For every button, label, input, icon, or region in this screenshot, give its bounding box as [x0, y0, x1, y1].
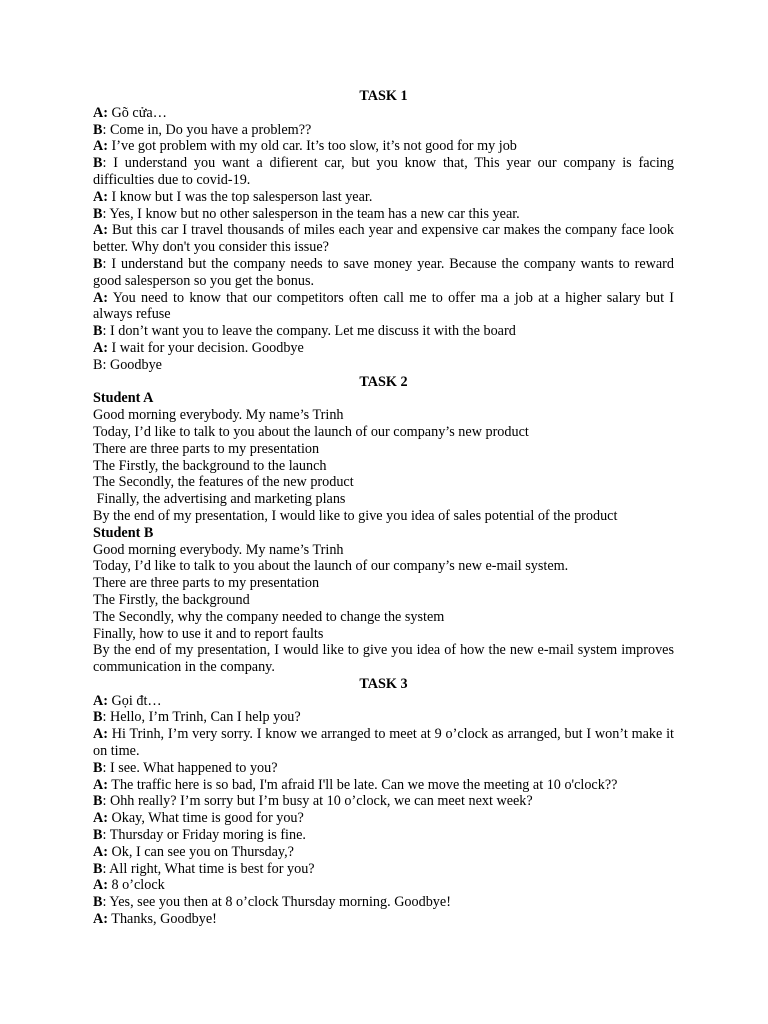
speaker-label: B	[93, 121, 103, 138]
speaker-label: A:	[93, 726, 108, 743]
student-b-label: Student B	[93, 524, 154, 541]
presentation-line: Today, I’d like to talk to you about the launch of our company’s new product	[93, 423, 529, 440]
dialogue-text: : Yes, I know but no other salesperson in the team has a new car this year.	[102, 205, 520, 222]
speaker-label: A:	[93, 810, 108, 827]
dialogue-text: : Yes, see you then at 8 o’clock Thursday morning. Goodbye!	[102, 894, 451, 911]
speaker-label: B	[93, 827, 103, 844]
dialogue-line	[93, 256, 674, 290]
speaker-label: A:	[93, 843, 108, 860]
dialogue-line	[93, 827, 674, 844]
task2-heading: TASK 2	[359, 373, 408, 390]
dialogue-text: Hi Trinh, I’m very sorry. I know we arranged to meet at 9 o’clock as arranged, but I won’t make it on time.	[93, 726, 674, 760]
speaker-label: A:	[93, 188, 108, 205]
dialogue-text: : I understand but the company needs to save money year. Because the company wants to reward good salesperson so you get the bonus.	[93, 255, 674, 289]
dialogue-line	[93, 155, 674, 189]
dialogue-line	[93, 323, 674, 340]
speaker-label: A:	[93, 104, 108, 121]
speaker-label: B	[93, 356, 103, 373]
task3-heading: TASK 3	[359, 675, 408, 692]
dialogue-line	[93, 357, 674, 374]
dialogue-line	[93, 793, 674, 810]
presentation-line: There are three parts to my presentation	[93, 440, 320, 457]
dialogue-text: Gọi đt…	[107, 692, 162, 709]
dialogue-line	[93, 760, 674, 777]
dialogue-text: : Hello, I’m Trinh, Can I help you?	[102, 709, 301, 726]
task1-dialogue	[93, 105, 674, 374]
dialogue-text: The traffic here is so bad, I'm afraid I'll be late. Can we move the meeting at 10 o'clock??	[107, 776, 618, 793]
dialogue-text: : Thursday or Friday moring is fine.	[102, 827, 306, 844]
dialogue-text: Gõ cửa…	[107, 104, 167, 121]
speaker-label: B	[93, 323, 103, 340]
dialogue-text: Ok, I can see you on Thursday,?	[107, 843, 294, 860]
presentation-line: Good morning everybody. My name’s Trinh	[93, 541, 344, 558]
student-a-label: Student A	[93, 390, 154, 407]
student-b-presentation	[93, 542, 674, 676]
dialogue-text: You need to know that our competitors often call me to offer ma a job at a higher salary but I always refuse	[93, 289, 674, 323]
dialogue-line	[93, 861, 674, 878]
speaker-label: B	[93, 205, 103, 222]
speaker-label: A:	[93, 911, 108, 928]
speaker-label: A:	[93, 222, 108, 239]
task3-dialogue	[93, 693, 674, 928]
dialogue-text: Okay, What time is good for you?	[107, 810, 304, 827]
presentation-line: Finally, how to use it and to report faults	[93, 625, 324, 642]
speaker-label: A:	[93, 339, 108, 356]
speaker-label: B	[93, 860, 103, 877]
speaker-label: B	[93, 793, 103, 810]
presentation-line: The Secondly, the features of the new product	[93, 474, 354, 491]
speaker-label: B	[93, 255, 103, 272]
dialogue-text: : I see. What happened to you?	[102, 759, 278, 776]
dialogue-text: : Ohh really? I’m sorry but I’m busy at 10 o’clock, we can meet next week?	[102, 793, 533, 810]
presentation-line: The Firstly, the background to the launch	[93, 457, 327, 474]
dialogue-line	[93, 340, 674, 357]
dialogue-line	[93, 777, 674, 794]
presentation-line: The Secondly, why the company needed to change the system	[93, 608, 445, 625]
dialogue-text: I know but I was the top salesperson last year.	[107, 188, 373, 205]
speaker-label: A:	[93, 877, 108, 894]
dialogue-line	[93, 877, 674, 894]
dialogue-text: I wait for your decision. Goodbye	[107, 339, 304, 356]
dialogue-line	[93, 105, 674, 122]
presentation-line: The Firstly, the background	[93, 591, 250, 608]
speaker-label: A:	[93, 776, 108, 793]
dialogue-text: : I understand you want a difierent car, but you know that, This year our company is facing difficulties due to covid-19.	[93, 155, 674, 188]
presentation-line: Good morning everybody. My name’s Trinh	[93, 407, 344, 424]
speaker-label: A:	[93, 692, 108, 709]
dialogue-line	[93, 138, 674, 155]
dialogue-line	[93, 894, 674, 911]
speaker-label: A:	[93, 138, 108, 155]
dialogue-line	[93, 810, 674, 827]
dialogue-text: : Goodbye	[102, 356, 162, 373]
task1-heading: TASK 1	[359, 88, 408, 104]
dialogue-line	[93, 122, 674, 139]
speaker-label: A:	[93, 289, 108, 306]
dialogue-line	[93, 222, 674, 256]
dialogue-line	[93, 911, 674, 928]
dialogue-line	[93, 290, 674, 324]
dialogue-text: Thanks, Goodbye!	[107, 911, 217, 928]
student-a-presentation	[93, 407, 674, 525]
presentation-line: Finally, the advertising and marketing plans	[93, 491, 346, 508]
dialogue-text: 8 o’clock	[107, 877, 165, 894]
dialogue-line	[93, 726, 674, 760]
dialogue-line	[93, 693, 674, 710]
dialogue-line	[93, 189, 674, 206]
dialogue-text: : All right, What time is best for you?	[102, 860, 315, 877]
dialogue-line	[93, 709, 674, 726]
dialogue-line	[93, 844, 674, 861]
dialogue-text: : I don’t want you to leave the company. Let me discuss it with the board	[102, 323, 516, 340]
presentation-line: Today, I’d like to talk to you about the launch of our company’s new e-mail system.	[93, 558, 569, 575]
document-body	[93, 88, 674, 928]
speaker-label: B	[93, 759, 103, 776]
speaker-label: B	[93, 155, 103, 172]
presentation-line: By the end of my presentation, I would like to give you idea of how the new e-mail system improves communication in the company.	[93, 642, 674, 676]
dialogue-text: I’ve got problem with my old car. It’s too slow, it’s not good for my job	[107, 138, 517, 155]
speaker-label: B	[93, 894, 103, 911]
presentation-line: By the end of my presentation, I would like to give you idea of sales potential of the product	[93, 507, 618, 524]
presentation-line: There are three parts to my presentation	[93, 575, 320, 592]
dialogue-text: But this car I travel thousands of miles each year and expensive car makes the company face look better. Why don't you consider this issue?	[93, 222, 674, 256]
speaker-label: B	[93, 709, 103, 726]
dialogue-text: : Come in, Do you have a problem??	[102, 121, 312, 138]
dialogue-line	[93, 206, 674, 223]
